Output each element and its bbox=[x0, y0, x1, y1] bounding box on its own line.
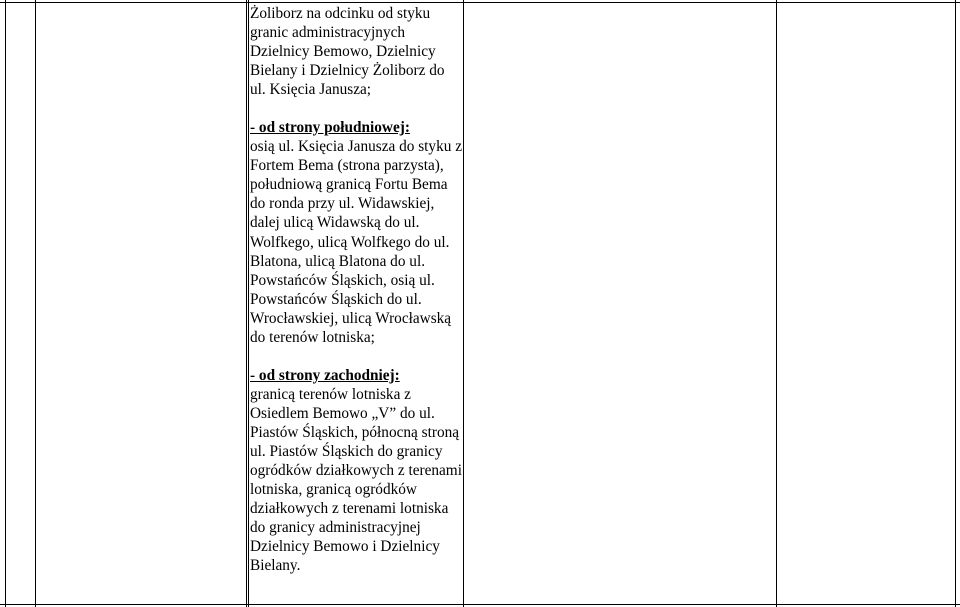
intro-paragraph: Żoliborz na odcinku od styku granic administracyjnych Dzielnicy Bemowo, Dzielnicy Bielany i Dzielnicy Żoliborz do ul. Księcia Janusza; bbox=[250, 5, 445, 99]
table-column-border bbox=[776, 0, 777, 607]
boundary-description-cell bbox=[250, 4, 462, 575]
paragraph-gap bbox=[250, 347, 462, 366]
paragraph-gap bbox=[250, 99, 462, 118]
table-column-border bbox=[955, 0, 956, 607]
south-paragraph: osią ul. Księcia Janusza do styku z Fortem Bema (strona parzysta), południową granicą Fortu Bema do ronda przy ul. Widawskiej, dalej ulicą Widawską do ul. Wolfkego, ulicą Wolfkego do ul. Blatona, ulicą Blatona do ul. Powstańców Śląskich, osią ul. Powstańców Śląskich do ul. Wrocławskiej, ulicą Wrocławską do terenów lotniska; bbox=[250, 138, 462, 346]
table-bottom-border bbox=[0, 604, 960, 605]
table-column-border bbox=[463, 0, 464, 607]
table-column-border bbox=[248, 0, 249, 607]
table-top-border bbox=[0, 2, 960, 3]
table-column-border bbox=[35, 0, 36, 607]
south-heading: - od strony południowej: bbox=[250, 119, 410, 137]
west-paragraph: granicą terenów lotniska z Osiedlem Bemowo „V” do ul. Piastów Śląskich, północną stroną ul. Piastów Śląskich do granicy ogródków działkowych z terenami lotniska, granicą ogródków działkowych z terenami lotniska do granicy administracyjnej Dzielnicy Bemowo i Dzielnicy Bielany. bbox=[250, 385, 462, 575]
west-heading: - od strony zachodniej: bbox=[250, 366, 400, 384]
table-column-border bbox=[5, 0, 6, 607]
table-column-border bbox=[246, 0, 247, 607]
